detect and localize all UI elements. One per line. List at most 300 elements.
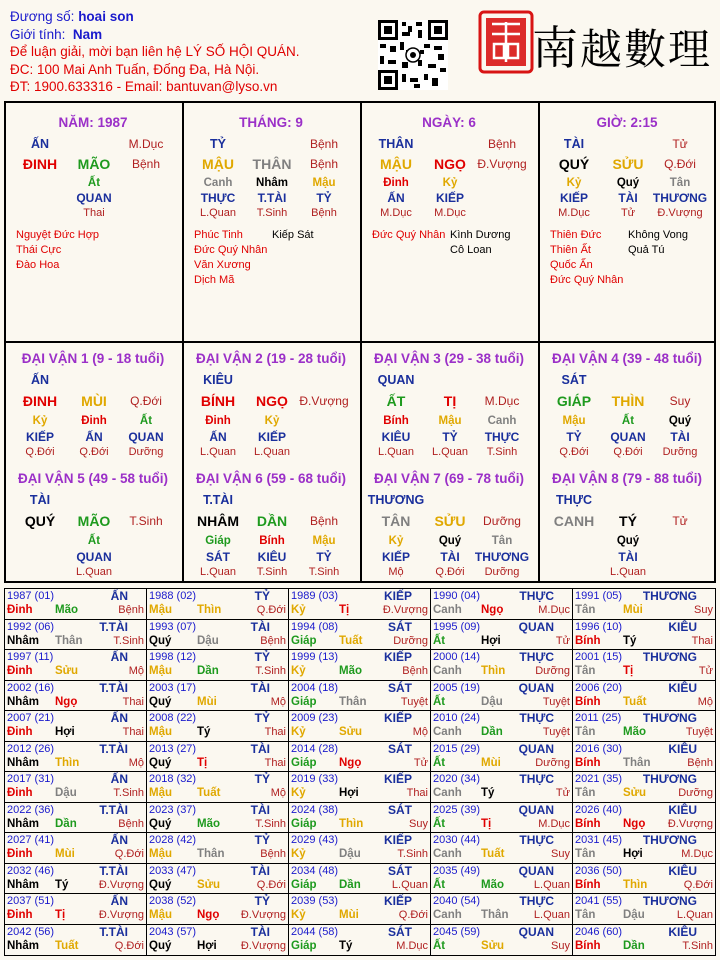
annual-year: 2024 (38): [291, 803, 339, 816]
dai-van-hidden-ten-god: ẤN: [209, 430, 227, 444]
annual-ten-god: TỶ: [254, 833, 270, 847]
annual-stage: Tử: [698, 665, 713, 677]
annual-ten-god: SÁT: [388, 741, 412, 756]
annual-stem: Tân: [575, 909, 596, 921]
annual-ten-god: QUAN: [518, 619, 554, 634]
annual-year: 1992 (06): [7, 620, 55, 633]
annual-stem: Kỷ: [291, 665, 306, 677]
dai-van-stem: BÍNH: [200, 393, 236, 409]
special-star: Đức Quý Nhân: [550, 274, 624, 286]
annual-branch: Ngọ: [481, 604, 504, 616]
annual-cell: [147, 711, 289, 742]
annual-ten-god: QUAN: [518, 924, 554, 939]
annual-cell: [147, 833, 289, 864]
dai-van-hidden-stem: Ất: [621, 415, 635, 427]
dai-van-branch: MÙI: [81, 393, 107, 409]
dai-van-branch: SỬU: [434, 513, 466, 529]
annual-stem: Bính: [575, 756, 601, 769]
dai-van-hidden-ten-god: THƯƠNG: [474, 550, 530, 564]
annual-branch: Sửu: [55, 665, 79, 677]
annual-branch: Dậu: [339, 848, 361, 860]
hidden-stage: Bệnh: [311, 207, 337, 219]
dai-van-heading: ĐẠI VẬN 4 (39 - 48 tuổi): [551, 351, 703, 366]
hidden-stem: Ất: [87, 177, 101, 189]
pillar-stem: MẬU: [380, 156, 412, 172]
dai-van-hidden-stage: L.Quan: [377, 446, 415, 458]
annual-year: 2019 (33): [291, 773, 339, 785]
dai-van-stage: Tử: [672, 514, 688, 528]
annual-year: 1991 (05): [575, 590, 623, 602]
annual-branch: Dần: [339, 878, 361, 891]
annual-ten-god: KIẾP: [383, 589, 412, 603]
annual-cell: [431, 742, 573, 773]
annual-cell: [573, 681, 715, 712]
annual-cell: [289, 650, 431, 681]
dai-van-stem: TÂN: [381, 513, 411, 529]
dai-van-hidden-stem: Tân: [491, 535, 513, 547]
annual-ten-god: TÀI: [250, 680, 270, 695]
annual-cell: [289, 589, 431, 620]
annual-stem: Ất: [433, 939, 446, 952]
dai-van-ten-god: QUAN: [377, 373, 415, 387]
annual-year: 1995 (09): [433, 620, 481, 633]
annual-stem: Canh: [433, 787, 462, 799]
dai-van-hidden-stem: Quý: [616, 535, 640, 547]
pillar-heading: THÁNG: 9: [239, 115, 303, 130]
annual-branch: Thân: [339, 695, 367, 708]
annual-year: 2027 (41): [7, 834, 55, 846]
annual-stage: Đ.Vượng: [667, 817, 713, 830]
annual-ten-god: TỶ: [254, 589, 270, 603]
dai-van-hidden-stem: Quý: [668, 415, 692, 427]
annual-stage: Đ.Vượng: [98, 909, 144, 921]
annual-branch: Mão: [481, 878, 504, 891]
annual-ten-god: KIÊU: [668, 619, 697, 634]
dai-van-stem: QUÝ: [24, 513, 56, 529]
annual-branch: Ngọ: [339, 756, 362, 769]
annual-ten-god: KIẾP: [383, 711, 412, 725]
annual-cell: [573, 894, 715, 925]
dai-van-branch: NGỌ: [256, 393, 288, 409]
dai-van-stage: Đ.Vượng: [299, 394, 349, 408]
annual-stage: Tử: [555, 787, 570, 799]
dai-van-hidden-stem: Quý: [438, 535, 462, 547]
annual-year: 2028 (42): [149, 834, 197, 846]
annual-branch: Mão: [623, 726, 646, 738]
hidden-ten-god: THỰC: [200, 191, 236, 205]
annual-stem: Giáp: [291, 817, 317, 830]
hidden-stage: Tử: [620, 207, 636, 219]
dai-van-ten-god: T.TÀI: [203, 493, 233, 507]
pillar-branch: THÂN: [252, 156, 292, 172]
annual-cell: [289, 620, 431, 651]
annual-stem: Giáp: [291, 939, 317, 952]
annual-ten-god: ẤN: [110, 833, 128, 847]
annual-branch: Hợi: [481, 634, 501, 647]
annual-stem: Đinh: [7, 726, 33, 738]
annual-stage: Mộ: [697, 695, 713, 708]
annual-branch: Sửu: [481, 939, 505, 952]
annual-branch: Tuất: [197, 787, 221, 799]
dai-van-hidden-stem: Ất: [87, 535, 101, 547]
annual-stem: Quý: [149, 756, 172, 769]
annual-stem: Kỷ: [291, 848, 306, 860]
annual-ten-god: THƯƠNG: [642, 894, 697, 908]
grid-hline: [4, 341, 716, 343]
hidden-ten-god: TÀI: [618, 191, 638, 205]
annual-luck-table: [4, 588, 716, 956]
special-star: Nguyệt Đức Hợp: [16, 229, 100, 241]
annual-stage: Mộ: [128, 756, 144, 769]
annual-cell: [147, 620, 289, 651]
annual-cell: [431, 864, 573, 895]
annual-stage: T.Sinh: [255, 665, 286, 677]
annual-branch: Tý: [197, 726, 211, 738]
dai-van-heading: ĐẠI VẬN 8 (79 - 88 tuổi): [551, 471, 703, 486]
annual-cell: [431, 650, 573, 681]
annual-year: 1994 (08): [291, 620, 339, 633]
annual-stage: Tuyệt: [685, 726, 713, 738]
special-star: Cô Loan: [450, 244, 492, 256]
annual-cell: [5, 589, 147, 620]
annual-stem: Quý: [149, 939, 172, 952]
special-star: Phúc Tinh: [194, 229, 243, 241]
annual-stage: Bệnh: [687, 756, 713, 769]
annual-year: 2042 (56): [7, 925, 55, 938]
annual-cell: [289, 833, 431, 864]
dai-van-stem: ẤT: [386, 393, 406, 409]
annual-branch: Sửu: [197, 878, 221, 891]
brand-first-char: 南: [532, 21, 580, 75]
annual-stage: Dưỡng: [393, 634, 428, 647]
annual-ten-god: KIÊU: [668, 863, 697, 878]
special-star: Kình Dương: [450, 229, 511, 241]
annual-stage: L.Quan: [533, 878, 570, 891]
annual-cell: [573, 620, 715, 651]
annual-ten-god: TÀI: [250, 863, 270, 878]
annual-branch: Thìn: [623, 878, 648, 891]
annual-cell: [5, 925, 147, 956]
annual-ten-god: KIẾP: [383, 772, 412, 786]
annual-cell: [5, 650, 147, 681]
annual-stem: Kỷ: [291, 787, 306, 799]
dai-van-hidden-ten-god: QUAN: [610, 430, 646, 444]
duong-so-label: Đương số:: [10, 9, 75, 24]
pillar-branch-stage: Bệnh: [309, 157, 339, 171]
annual-branch: Hợi: [623, 848, 643, 860]
special-star: Đức Quý Nhân: [372, 229, 446, 241]
hidden-stage: Thai: [83, 207, 105, 219]
annual-year: 2041 (55): [575, 895, 623, 907]
dai-van-hidden-ten-god: TỶ: [442, 430, 458, 444]
dai-van-hidden-stem: Mậu: [438, 415, 462, 427]
annual-year: 2001 (15): [575, 651, 623, 663]
annual-cell: [573, 833, 715, 864]
annual-year: 1990 (04): [433, 590, 481, 602]
annual-ten-god: THỰC: [519, 772, 554, 786]
annual-stem: Canh: [433, 726, 462, 738]
hidden-stage: L.Quan: [199, 207, 237, 219]
annual-cell: [573, 711, 715, 742]
annual-branch: Tuất: [481, 848, 505, 860]
annual-cell: [289, 864, 431, 895]
annual-cell: [289, 803, 431, 834]
grid-hline: [4, 581, 716, 583]
annual-year: 2031 (45): [575, 834, 623, 846]
dai-van-hidden-ten-god: KIÊU: [257, 550, 287, 564]
annual-cell: [5, 711, 147, 742]
annual-ten-god: TÀI: [250, 924, 270, 939]
annual-stem: Ất: [433, 756, 446, 769]
dai-van-hidden-stage: T.Sinh: [486, 446, 518, 458]
annual-stem: Giáp: [291, 878, 317, 891]
dai-van-heading: ĐẠI VẬN 2 (19 - 28 tuổi): [195, 351, 347, 366]
hidden-stem: Kỷ: [442, 177, 458, 189]
annual-cell: [431, 620, 573, 651]
annual-cell: [147, 894, 289, 925]
annual-stem: Canh: [433, 909, 462, 921]
annual-stage: Đ.Vượng: [240, 939, 286, 952]
annual-cell: [5, 864, 147, 895]
dai-van-hidden-ten-god: TỶ: [316, 550, 332, 564]
dai-van-hidden-ten-god: ẤN: [85, 430, 103, 444]
annual-year: 2021 (35): [575, 773, 623, 785]
pillar-stem: QUÝ: [558, 156, 590, 172]
dai-van-hidden-ten-god: KIẾP: [25, 430, 55, 444]
special-star: Thiên Đức: [550, 229, 602, 241]
annual-year: 2022 (36): [7, 803, 55, 816]
gioi-tinh-value: Nam: [72, 26, 103, 42]
special-star: Đào Hoa: [16, 259, 60, 271]
annual-cell: [5, 894, 147, 925]
annual-stem: Đinh: [7, 665, 33, 677]
annual-stage: Thai: [122, 695, 144, 708]
dai-van-hidden-ten-god: TÀI: [440, 550, 460, 564]
special-star: Thái Cực: [16, 244, 62, 256]
annual-stage: Bệnh: [118, 817, 144, 830]
annual-stem: Nhâm: [7, 695, 39, 708]
pillar-ten-god: THÂN: [378, 137, 414, 151]
annual-ten-god: TÀI: [250, 619, 270, 634]
pillar-ten-god: TỶ: [210, 137, 226, 151]
dai-van-stage: Suy: [669, 394, 691, 408]
pillar-stage: Bệnh: [309, 137, 339, 151]
annual-stage: Mộ: [128, 665, 144, 677]
annual-ten-god: T.TÀI: [99, 680, 128, 695]
dai-van-branch: TỊ: [443, 393, 457, 409]
special-star: Thiên Ất: [550, 244, 591, 256]
dai-van-hidden-stem: Canh: [487, 415, 517, 427]
annual-stage: Q.Đới: [256, 604, 286, 616]
dai-van-hidden-stage: T.Sinh: [256, 566, 288, 578]
brand-rest-chars: 越數理: [580, 25, 713, 74]
annual-ten-god: KIẾP: [383, 894, 412, 908]
annual-cell: [289, 772, 431, 803]
annual-ten-god: THƯƠNG: [642, 650, 697, 664]
special-star: Đức Quý Nhân: [194, 244, 268, 256]
annual-stem: Kỷ: [291, 604, 306, 616]
annual-stage: Đ.Vượng: [98, 878, 144, 891]
annual-ten-god: KIÊU: [668, 741, 697, 756]
annual-branch: Hợi: [55, 726, 75, 738]
annual-stage: Tử: [413, 756, 428, 769]
pillar-branch-stage: Đ.Vượng: [477, 157, 527, 171]
annual-branch: Thân: [197, 848, 225, 860]
annual-branch: Dần: [197, 665, 219, 677]
annual-year: 1988 (02): [149, 590, 197, 602]
annual-cell: [573, 742, 715, 773]
annual-cell: [431, 894, 573, 925]
dai-van-ten-god: TÀI: [29, 493, 51, 507]
gioi-tinh-label: Giới tính:: [10, 26, 66, 42]
dai-van-hidden-stage: Q.Đới: [79, 446, 109, 458]
hidden-ten-god: QUAN: [76, 191, 112, 205]
annual-year: 2035 (49): [433, 864, 481, 877]
annual-cell: [431, 833, 573, 864]
special-star: Văn Xương: [194, 259, 251, 271]
pillar-ten-god: TÀI: [563, 137, 585, 151]
annual-year: 2018 (32): [149, 773, 197, 785]
annual-year: 2009 (23): [291, 712, 339, 724]
annual-cell: [147, 589, 289, 620]
annual-stem: Tân: [575, 604, 596, 616]
annual-branch: Tý: [623, 634, 637, 647]
annual-stage: Mộ: [412, 726, 428, 738]
annual-branch: Dần: [623, 939, 645, 952]
phone-email-line[interactable]: ĐT: 1900.633316 - Email: bantuvan@lyso.vn: [10, 79, 278, 94]
annual-branch: Sửu: [339, 726, 363, 738]
annual-year: 2046 (60): [575, 925, 623, 938]
annual-year: 2000 (14): [433, 651, 481, 663]
dai-van-heading: ĐẠI VẬN 7 (69 - 78 tuổi): [373, 471, 525, 486]
dai-van-hidden-stage: L.Quan: [75, 566, 113, 578]
annual-cell: [5, 742, 147, 773]
qr-code-icon[interactable]: [378, 20, 448, 90]
annual-year: 2014 (28): [291, 742, 339, 755]
duong-so-line: [10, 8, 370, 26]
annual-year: 2005 (19): [433, 681, 481, 694]
annual-stage: Tuyệt: [400, 695, 428, 708]
annual-ten-god: QUAN: [518, 802, 554, 817]
annual-cell: [573, 589, 715, 620]
annual-stem: Quý: [149, 817, 172, 830]
annual-year: 2037 (51): [7, 895, 55, 907]
annual-stage: Bệnh: [260, 634, 286, 647]
annual-ten-god: QUAN: [518, 863, 554, 878]
annual-stage: Suy: [409, 817, 428, 830]
annual-stem: Giáp: [291, 695, 317, 708]
annual-cell: [431, 772, 573, 803]
annual-year: 2007 (21): [7, 712, 55, 724]
annual-ten-god: TÀI: [250, 802, 270, 817]
dai-van-stem: GIÁP: [556, 393, 592, 409]
dai-van-hidden-stem: Bính: [259, 535, 285, 547]
annual-year: 2011 (25): [575, 712, 622, 724]
dai-van-hidden-stage: L.Quan: [609, 566, 647, 578]
annual-stem: Tân: [575, 726, 596, 738]
annual-stem: Nhâm: [7, 878, 39, 891]
annual-ten-god: T.TÀI: [99, 741, 128, 756]
annual-stem: Ất: [433, 878, 446, 891]
annual-cell: [573, 772, 715, 803]
annual-stem: Giáp: [291, 756, 317, 769]
annual-stage: Tuyệt: [542, 726, 570, 738]
annual-branch: Thân: [481, 909, 509, 921]
annual-stem: Ất: [433, 817, 446, 830]
annual-cell: [147, 925, 289, 956]
pillar-branch: SỬU: [612, 156, 644, 172]
annual-year: 2043 (57): [149, 925, 197, 938]
annual-stage: T.Sinh: [682, 939, 713, 952]
annual-year: 1997 (11): [7, 651, 54, 663]
dai-van-stem: ĐINH: [22, 393, 58, 409]
annual-year: 1989 (03): [291, 590, 339, 602]
annual-ten-god: KIẾP: [383, 650, 412, 664]
annual-cell: [431, 589, 573, 620]
annual-ten-god: SÁT: [388, 802, 412, 817]
dai-van-hidden-stem: Mậu: [562, 415, 586, 427]
annual-stage: Dưỡng: [678, 787, 713, 799]
annual-stage: M.Dục: [538, 604, 570, 616]
dai-van-hidden-stem: Giáp: [205, 535, 231, 547]
pillar-stem: MẬU: [202, 156, 234, 172]
gioi-tinh-line: [10, 26, 370, 44]
annual-year: 2013 (27): [149, 742, 197, 755]
annual-year: 1996 (10): [575, 620, 623, 633]
special-star: Không Vong: [628, 229, 688, 241]
pillar-heading: NĂM: 1987: [58, 115, 128, 130]
annual-stem: Mậu: [149, 787, 172, 799]
dai-van-hidden-stage: L.Quan: [199, 446, 237, 458]
pillar-branch: NGỌ: [434, 156, 466, 172]
annual-stem: Ất: [433, 634, 446, 647]
dai-van-hidden-stage: Dưỡng: [484, 566, 520, 578]
hidden-ten-god: T.TÀI: [257, 191, 287, 205]
annual-stage: L.Quan: [676, 909, 713, 921]
annual-cell: [5, 772, 147, 803]
annual-year: 2040 (54): [433, 895, 481, 907]
annual-cell: [573, 803, 715, 834]
annual-ten-god: KIẾP: [383, 833, 412, 847]
hidden-stem: Đinh: [383, 177, 409, 189]
annual-ten-god: KIÊU: [668, 802, 697, 817]
annual-year: 2002 (16): [7, 681, 55, 694]
annual-stem: Mậu: [149, 665, 172, 677]
hidden-stem: Mậu: [312, 177, 336, 189]
annual-stage: Thai: [264, 726, 286, 738]
dai-van-hidden-stem: Đinh: [205, 415, 231, 427]
dai-van-hidden-stem: Kỷ: [32, 415, 48, 427]
annual-branch: Mùi: [55, 848, 75, 860]
annual-stem: Ất: [433, 695, 446, 708]
hidden-ten-god: THƯƠNG: [652, 191, 708, 205]
annual-year: 2033 (47): [149, 864, 197, 877]
hidden-stage: T.Sinh: [256, 207, 288, 219]
annual-stage: Mộ: [270, 787, 286, 799]
annual-cell: [289, 742, 431, 773]
dai-van-hidden-ten-god: THỰC: [484, 430, 520, 444]
annual-ten-god: SÁT: [388, 680, 412, 695]
annual-branch: Hợi: [339, 787, 359, 799]
annual-year: 2029 (43): [291, 834, 339, 846]
dai-van-ten-god: KIÊU: [203, 373, 233, 387]
annual-stage: Đ.Vượng: [382, 604, 428, 616]
annual-branch: Ngọ: [623, 817, 646, 830]
hidden-stage: Đ.Vượng: [657, 207, 703, 219]
annual-ten-god: THƯƠNG: [642, 711, 697, 725]
annual-branch: Thìn: [481, 665, 506, 677]
annual-branch: Tý: [481, 787, 495, 799]
